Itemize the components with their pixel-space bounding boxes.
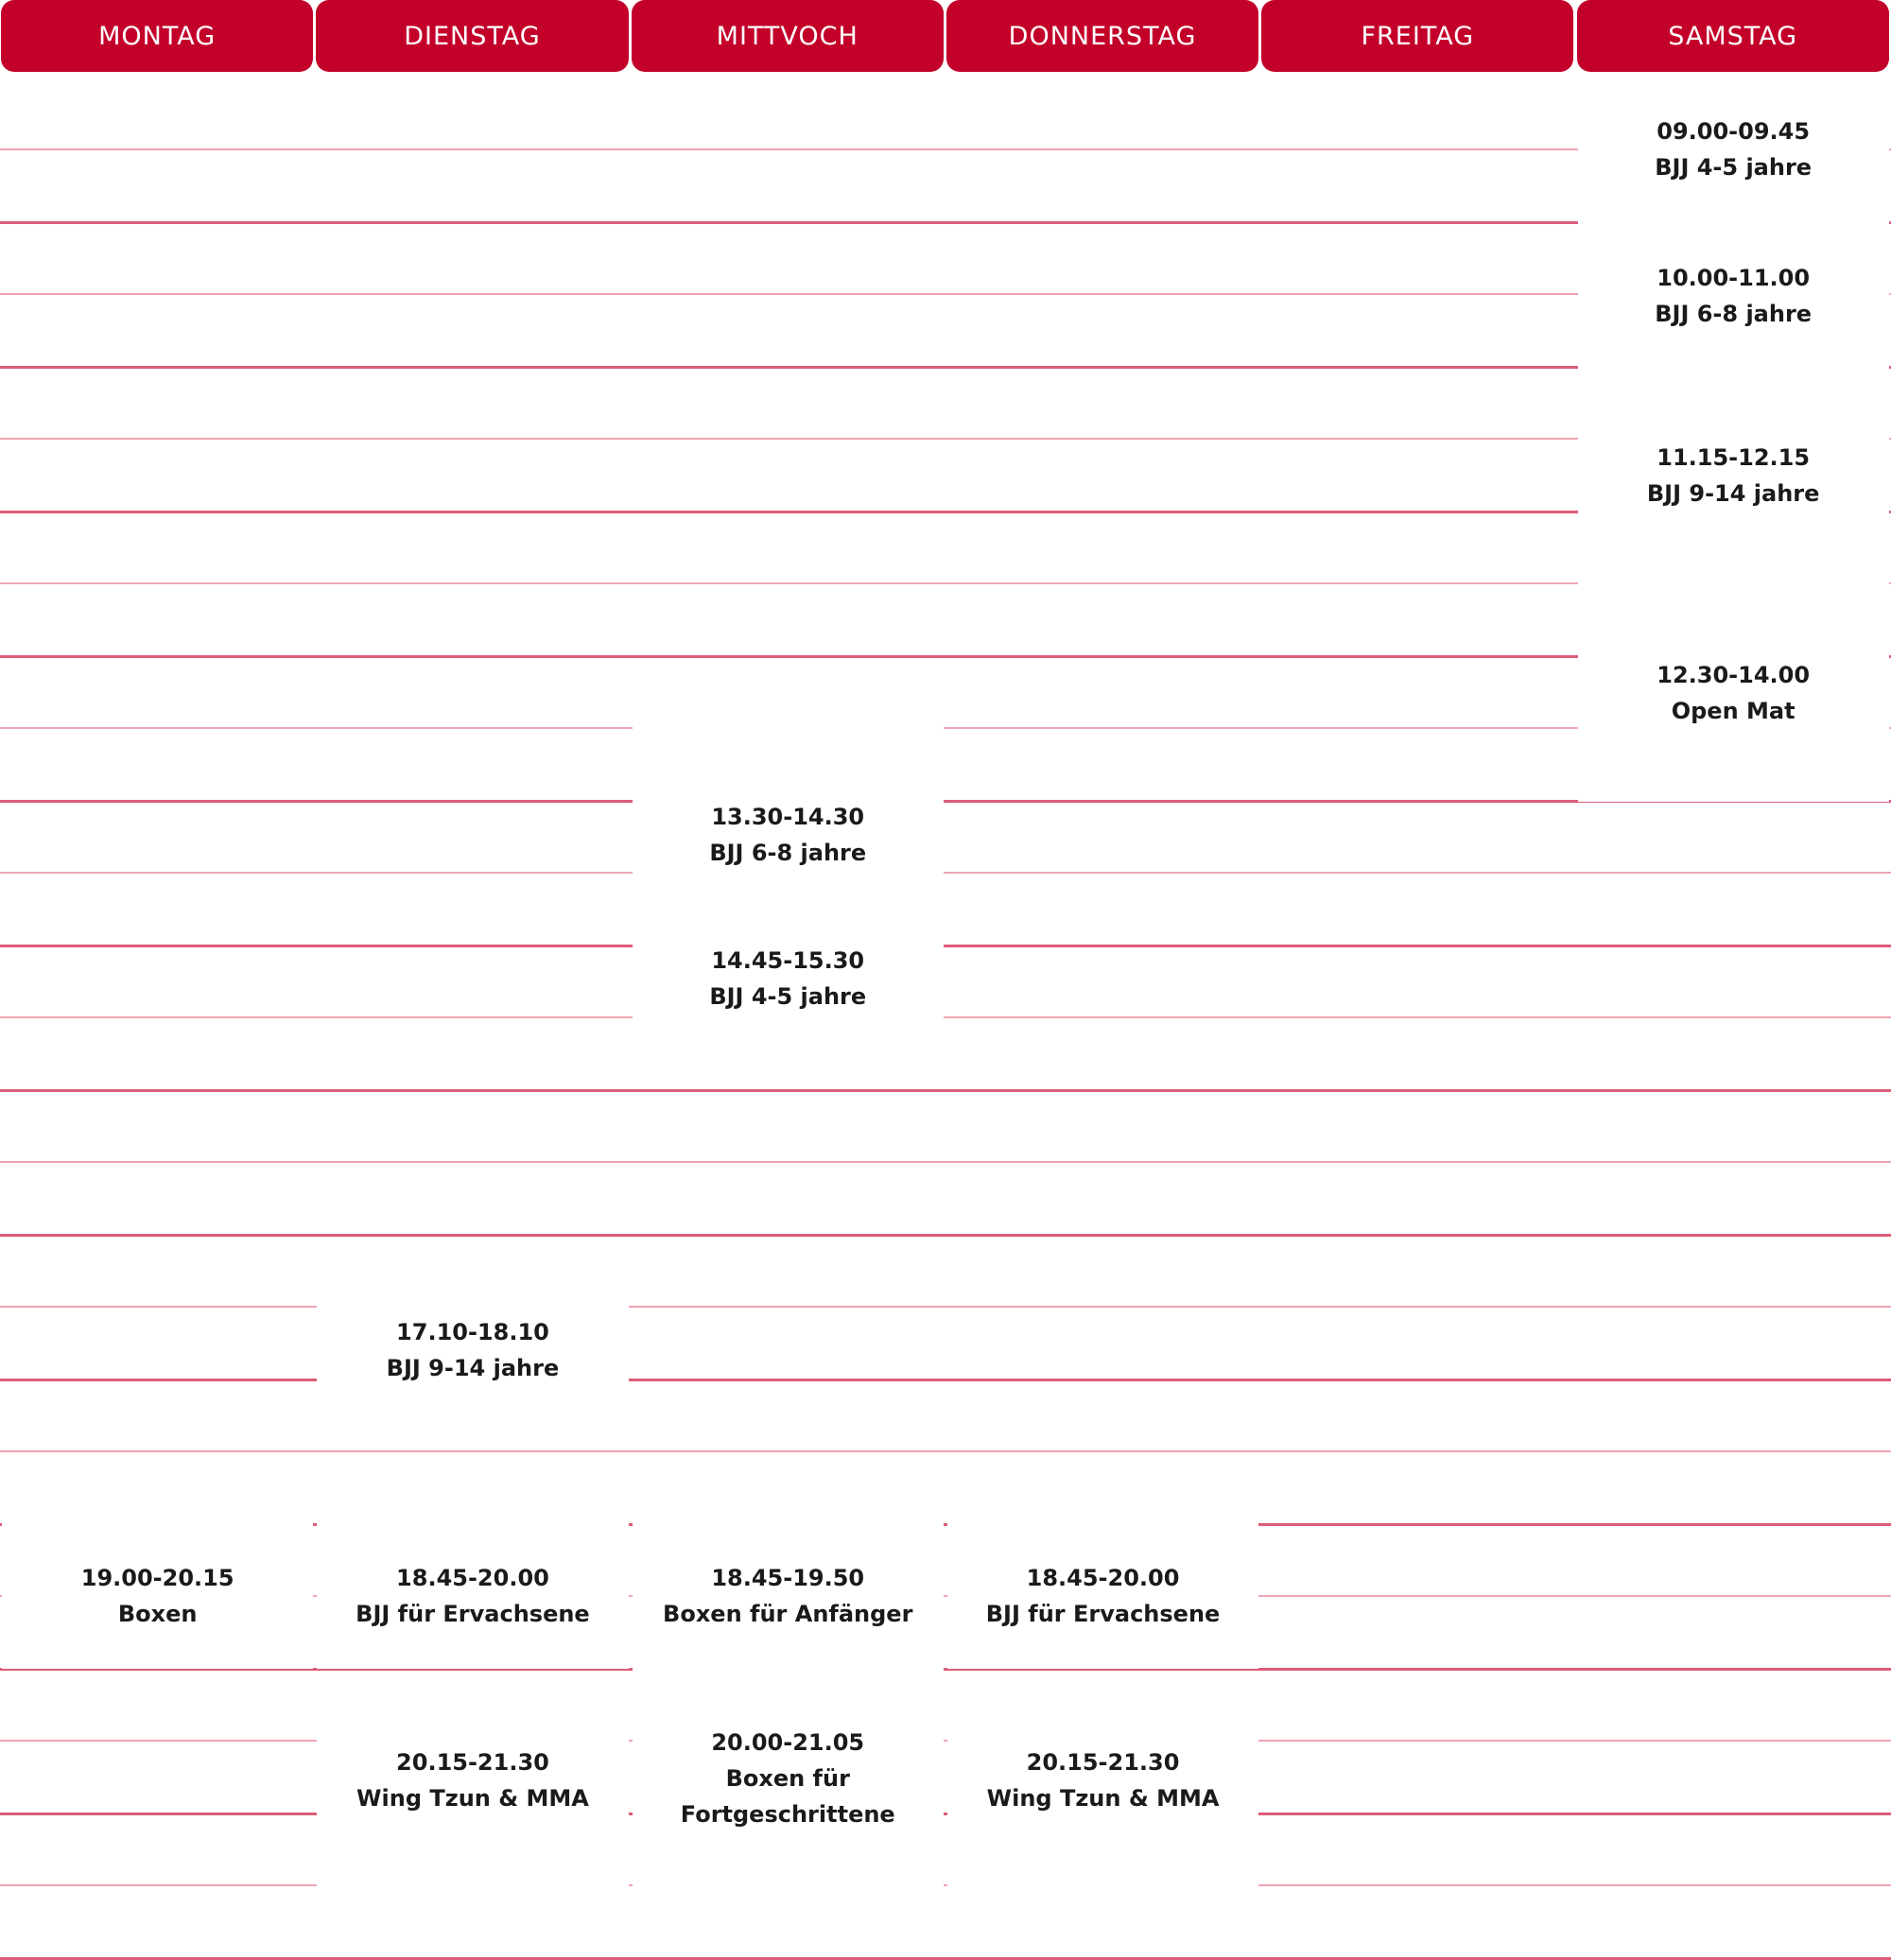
class-title: Wing Tzun & MMA [986, 1784, 1220, 1812]
class-slot-dienstag-3 [317, 1671, 628, 1889]
class-title: BJJ 9-14 jahre [386, 1354, 560, 1381]
day-header-dienstag: DIENSTAG [316, 0, 628, 72]
grid-line [0, 1306, 1891, 1308]
grid-line [0, 1740, 1891, 1742]
class-title: Boxen [117, 1600, 198, 1627]
day-header-montag: MONTAG [1, 0, 313, 72]
grid-line [0, 1161, 1891, 1163]
grid-line [0, 1379, 1891, 1381]
day-header-mittwoch: MITTVOCH [632, 0, 944, 72]
class-time: 18.45-19.50 [711, 1564, 865, 1591]
class-slot-mittwoch-2 [633, 870, 944, 1087]
day-header-donnerstag: DONNERSTAG [946, 0, 1258, 72]
class-slot-mittwoch-3 [633, 1522, 944, 1669]
day-header-freitag: FREITAG [1261, 0, 1573, 72]
class-title: BJJ für Ervachsene [985, 1600, 1221, 1627]
class-time: 18.45-20.00 [396, 1564, 549, 1591]
class-slot-samstag-1 [1578, 76, 1889, 222]
class-slot-donnerstag-1 [947, 1522, 1258, 1669]
class-title: BJJ 4-5 jahre [1655, 153, 1813, 181]
class-slot-samstag-2 [1578, 222, 1889, 369]
class-title: BJJ 6-8 jahre [1655, 300, 1813, 327]
grid-line [0, 872, 1891, 874]
class-title: BJJ 4-5 jahre [709, 983, 867, 1010]
class-time: 14.45-15.30 [711, 947, 865, 974]
class-time: 13.30-14.30 [711, 804, 865, 830]
grid-line [0, 1813, 1891, 1815]
class-time: 19.00-20.15 [80, 1564, 234, 1591]
grid-line [0, 1450, 1891, 1452]
grid-line [0, 1884, 1891, 1886]
class-time: 18.45-20.00 [1026, 1564, 1180, 1591]
class-slot-dienstag-1 [317, 1276, 628, 1423]
grid-line [0, 1234, 1891, 1237]
class-title: BJJ 9-14 jahre [1646, 480, 1820, 507]
class-slot-samstag-4 [1578, 584, 1889, 802]
class-time: 09.00-09.45 [1657, 117, 1811, 145]
class-title: Open Mat [1671, 698, 1796, 724]
day-header-samstag: SAMSTAG [1577, 0, 1889, 72]
class-title: BJJ für Ervachsene [356, 1600, 590, 1627]
class-time: 20.00-21.05 [711, 1728, 865, 1756]
class-time: 20.15-21.30 [1026, 1748, 1180, 1776]
grid-line [0, 1016, 1891, 1018]
grid-line [0, 1089, 1891, 1092]
grid-line [0, 945, 1891, 947]
class-title: Boxen für Fortgeschrittene [680, 1764, 895, 1828]
class-slot-donnerstag-2 [947, 1671, 1258, 1889]
class-time: 20.15-21.30 [396, 1748, 549, 1776]
class-slot-dienstag-2 [317, 1522, 628, 1669]
class-time: 17.10-18.10 [396, 1318, 549, 1345]
class-time: 10.00-11.00 [1657, 264, 1811, 291]
class-title: BJJ 6-8 jahre [709, 840, 867, 866]
class-slot-mittwoch-4 [633, 1669, 944, 1887]
class-title: Wing Tzun & MMA [356, 1784, 589, 1812]
class-slot-montag-1 [2, 1522, 313, 1669]
class-time: 12.30-14.00 [1657, 662, 1811, 688]
class-title: Boxen für Anfänger [663, 1600, 913, 1627]
class-time: 11.15-12.15 [1657, 444, 1811, 471]
class-slot-samstag-3 [1578, 367, 1889, 584]
